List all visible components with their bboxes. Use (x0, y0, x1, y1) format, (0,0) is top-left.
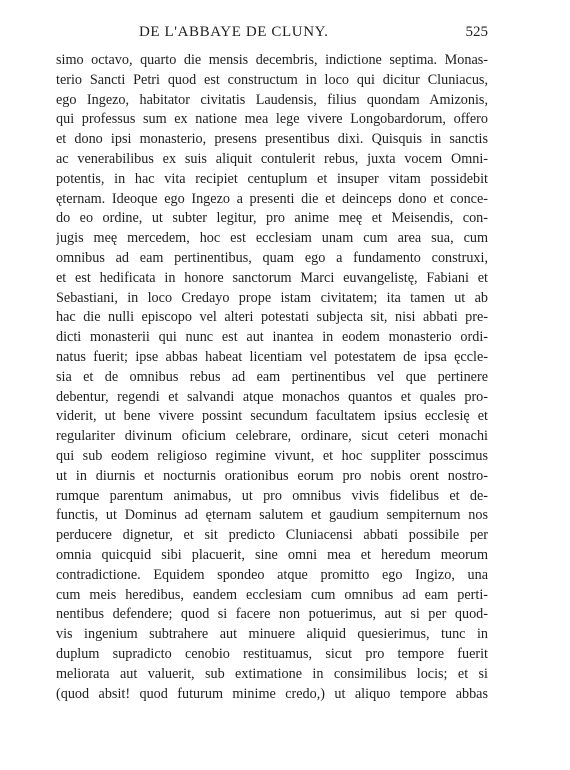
text-line: ac venerabilibus ex suis aliquit contulerit rebus, juxta vocem Omni- (56, 150, 488, 167)
text-line: qui sub eodem religioso regimine vivunt, et hoc suppliter posscimus (56, 447, 488, 464)
running-title: DE L'ABBAYE DE CLUNY. (139, 24, 329, 40)
text-line: duplum supradicto cenobio restituamus, sicut pro tempore fuerit (56, 645, 488, 662)
text-line: nentibus defendere; quod si facere non potuerimus, aut si per quod- (56, 606, 488, 623)
text-line: potentis, in hac vita recipiet centuplum et insuper vitam possidebit (56, 170, 488, 187)
text-line: meliorata aut valuerit, sub extimatione in consimilibus locis; et si (56, 665, 488, 682)
running-head (56, 24, 488, 42)
text-line: viderit, ut bene vivere possint secundum facultatem ipsius ecclesię et (56, 408, 488, 425)
text-line: ego Ingezo, habitator civitatis Laudensis, filius quondam Amizonis, (56, 91, 488, 108)
text-line: qui professus sum ex natione mea lege vivere Longobardorum, offero (56, 111, 488, 128)
text-line: ęternam. Ideoque ego Ingezo a presenti die et deinceps dono et conce- (56, 190, 488, 207)
text-line: contradictione. Equidem spondeo atque promitto ego Ingizo, una (56, 566, 488, 583)
text-line: do eo ordine, ut subter legitur, pro anime meę et Meisendis, con- (56, 210, 488, 227)
text-line: omnibus ad eam pertinentibus, quam ego a fundamento construxi, (56, 249, 488, 266)
text-line: ut in diurnis et nocturnis orationibus eorum pro nobis orent nostro- (56, 467, 488, 484)
text-line: cum meis heredibus, eandem ecclesiam cum omnibus ad eam perti- (56, 586, 488, 603)
text-line: omnia quicquid sibi placuerit, sine omni mea et heredum meorum (56, 546, 488, 563)
text-line: natus fuerit; ipse abbas habeat licentiam vel potestatem de ipsa ęccle- (56, 348, 488, 365)
text-line: rumque parentum animabus, ut pro omnibus vivis fidelibus et de- (56, 487, 488, 504)
text-line: sia et de omnibus rebus ad eam pertinentibus vel que pertinere (56, 368, 488, 385)
text-line: dicti monasterii qui nunc est aut inantea in eodem monasterio ordi- (56, 329, 488, 346)
text-line: perducere dignetur, et sit predicto Cluniacensi abbati possibile per (56, 527, 488, 544)
text-line: et est hedificata in honore sanctorum Marci euvangelistę, Fabiani et (56, 269, 488, 286)
body-text (56, 51, 488, 704)
page-number: 525 (465, 24, 488, 40)
text-line: (quod absit! quod futurum minime credo,) ut aliquo tempore abbas (56, 685, 488, 702)
text-line: terio Sancti Petri quod est constructum in loco qui dicitur Cluniacus, (56, 71, 488, 88)
text-line: functis, ut Dominus ad ęternam salutem et gaudium sempiternum nos (56, 507, 488, 524)
text-line: et dono ipsi monasterio, presens presentibus dixi. Quisquis in sanctis (56, 131, 488, 148)
text-line: jugis meę mercedem, hoc est ecclesiam unam cum area sua, cum (56, 230, 488, 247)
text-line: regulariter divinum oficium celebrare, ordinare, sicut ceteri monachi (56, 428, 488, 445)
text-line: Sebastiani, in loco Credayo prope istam civitatem; ita tamen ut ab (56, 289, 488, 306)
text-line: hac die nulli episcopo vel alteri potestati subjecta sit, nisi abbati pre- (56, 309, 488, 326)
text-line: simo octavo, quarto die mensis decembris, indictione septima. Monas- (56, 52, 488, 68)
text-line: vis ingenium subtrahere aut minuere aliquid quesierimus, tunc in (56, 626, 488, 643)
text-line: debentur, regendi et salvandi atque monachos quantos et quales pro- (56, 388, 488, 405)
